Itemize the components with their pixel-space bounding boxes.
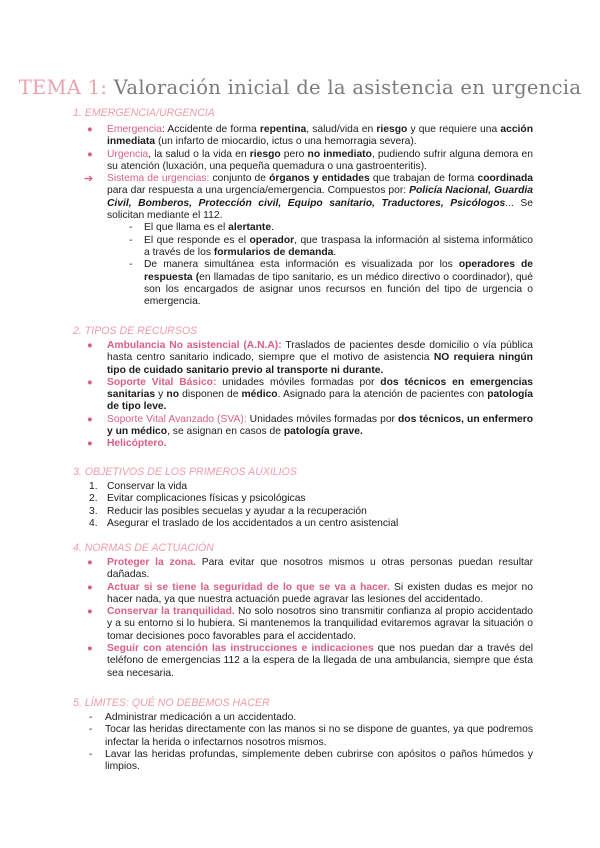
term-emergencia: Emergencia <box>107 124 162 135</box>
text: que trabajan de forma <box>369 173 478 185</box>
term-sva: Soporte Vital Avanzado (SVA): <box>107 413 247 425</box>
list-item-proteger <box>73 557 533 582</box>
bullet-icon: ● <box>87 124 93 135</box>
sub-item-operador <box>129 235 533 260</box>
term-ana: Ambulancia No asistencial (A.N.A): <box>107 340 282 351</box>
bullet-icon: ● <box>87 413 93 425</box>
text: , que traspasa la información al sistema informático a través de los <box>144 234 533 258</box>
list-item-sva <box>73 414 533 439</box>
bold-text: formularios de demanda <box>213 246 334 258</box>
bullet-icon: ● <box>87 340 93 351</box>
text: pero <box>280 148 308 160</box>
bold-text: riesgo <box>376 124 408 135</box>
list-item-svb <box>73 377 533 414</box>
list-item-sistema-urgencias <box>73 173 533 222</box>
item-text: Tocar las heridas directamente con las manos si no se dispone de guantes, ya que podremos infectar la herida o infectarnos nosotros mismos. <box>105 724 533 748</box>
term-instrucciones: Seguir con atención las instrucciones e indicaciones <box>107 643 374 655</box>
bullet-icon: ● <box>87 148 93 160</box>
title-number: TEMA 1: <box>18 76 108 99</box>
bold-text: patología de tipo leve. <box>107 389 533 413</box>
bold-text: repentina <box>259 124 307 135</box>
section-heading: 3. OBJETIVOS DE LOS PRIMEROS AUXILIOS <box>73 466 297 478</box>
bold-text: no <box>166 389 180 401</box>
text: conjunto de <box>209 173 270 185</box>
section-tipos-recursos <box>73 324 533 451</box>
section-heading: 1. EMERGENCIA/URGENCIA <box>73 107 215 119</box>
bullet-icon: ● <box>87 376 93 388</box>
bold-text: patología grave. <box>283 426 363 438</box>
text: , la salud o la vida en <box>148 148 250 160</box>
text: El que responde es el <box>144 234 250 246</box>
text: El que llama es el <box>144 222 229 234</box>
item-text: Asegurar el traslado de los accidentados a un centro asistencial <box>107 517 399 529</box>
bullet-icon: ● <box>87 581 93 593</box>
text: para dar respuesta a una urgencia/emergencia. Compuestos por: <box>107 185 410 197</box>
bold-text: coordinada <box>477 173 533 185</box>
dash-marker: - <box>89 748 93 760</box>
text: , pudiendo sufrir alguna demora en su atención (luxación, una pequeña quemadura o una gastroenteritis). <box>107 148 533 172</box>
item-text: Reducir las posibles secuelas y ayudar a la recuperación <box>107 505 367 517</box>
text: y que requiere una <box>407 124 501 135</box>
title-text: Valoración inicial de la asistencia en urgencia <box>113 76 582 99</box>
list-item-actuar <box>73 582 533 607</box>
bold-text: dos técnicos en emergencias sanitarias <box>107 376 533 401</box>
section-heading: 4. NORMAS DE ACTUACIÓN <box>73 542 214 554</box>
list-item <box>89 724 533 749</box>
section-heading: 5. LÍMITES: QUÉ NO DEBEMOS HACER <box>73 697 270 709</box>
text: Traslados de pacientes desde domicilio o vía pública hasta centro sanitario indicado, siempre que el motivo de asistencia <box>107 340 533 364</box>
text: y <box>155 389 167 401</box>
bold-text: órganos y entidades <box>269 173 370 185</box>
item-text: Evitar complicaciones físicas y psicológicas <box>107 493 306 505</box>
item-number: 1. <box>89 481 98 492</box>
list-item <box>73 481 533 493</box>
bold-text: NO requiera ningún tipo de cuidado sanitario previo al transporte ni durante. <box>107 352 533 376</box>
term-sistema: Sistema de urgencias: <box>107 173 210 185</box>
text: . Asignado para la atención de pacientes con <box>277 389 488 401</box>
list-item <box>73 518 533 530</box>
bold-text: dos técnicos, un enfermero y un médico <box>107 413 533 438</box>
term-actuar: Actuar si se tiene la seguridad de lo que se va a hacer. <box>107 581 390 593</box>
bold-text: no inmediato <box>307 148 372 160</box>
text: . <box>271 222 274 234</box>
text: disponen de <box>179 389 242 401</box>
text: De manera simultánea esta información es visualizada por los <box>144 259 459 271</box>
list-item-tranquilidad <box>73 606 533 643</box>
term-tranquilidad: Conservar la tranquilidad. <box>107 606 235 618</box>
bold-text: riesgo <box>249 148 281 160</box>
bullet-icon: ● <box>87 557 93 568</box>
item-number: 2. <box>89 493 98 505</box>
text: que nos puedan dar a través del teléfono de emergencias 112 a la espera de la llegada de una ambulancia, siempre que ésta sea necesaria. <box>107 643 533 679</box>
item-number: 4. <box>89 517 98 529</box>
term-proteger: Proteger la zona. <box>107 557 196 568</box>
bullet-icon: ● <box>87 606 93 618</box>
text: Si existen dudas es mejor no hacer nada, ya que nuestra actuación puede agravar las lesiones del accidentado. <box>107 581 533 605</box>
text: (un infarto de miocardio, ictus o una hemorragia severa). <box>155 136 417 148</box>
bold-italic-text: Policía Nacional, Guardia Civil, Bomberos, Protección civil, Equipo sanitario, Traductores, Psicólogos <box>107 185 533 209</box>
dash-marker: - <box>89 724 93 736</box>
bold-text: operador <box>249 234 295 246</box>
item-text: Conservar la vida <box>107 481 188 492</box>
list-item-helicoptero <box>73 438 533 450</box>
list-item-urgencia <box>73 149 533 174</box>
sub-item-operadores-respuesta <box>129 259 533 308</box>
list-item-emergencia <box>73 124 533 149</box>
list-item <box>89 749 533 774</box>
text: No solo nosotros sino transmitir confianza al propio accidentado y a su entorno si lo hubiera. Si mantenemos la tranquilidad evitaremos agravar la situación o tomar decisiones poco favorables para el accidentado. <box>107 606 533 642</box>
bold-text: alertante <box>228 222 272 234</box>
bold-text: operadores de respuesta ( <box>144 259 533 283</box>
text: , salud/vida en <box>306 124 377 135</box>
list-item-instrucciones <box>73 643 533 680</box>
sub-item-alertante <box>129 222 533 234</box>
section-normas-actuacion <box>73 541 533 680</box>
section-objetivos <box>73 465 533 530</box>
list-item <box>89 712 533 724</box>
dash-marker: - <box>89 712 93 723</box>
bullet-icon: ● <box>87 643 93 655</box>
dash-marker: - <box>129 222 133 234</box>
item-text: Administrar medicación a un accidentado. <box>105 712 297 723</box>
text: ... Se solicitan mediante el 112. <box>107 197 533 222</box>
section-heading: 2. TIPOS DE RECURSOS <box>73 325 198 337</box>
list-item-ana <box>73 340 533 377</box>
term-helicoptero: Helicóptero. <box>107 438 167 450</box>
text: : Accidente de forma <box>161 124 260 135</box>
bold-text: médico <box>241 389 278 401</box>
section-limites <box>73 696 533 773</box>
text: . <box>333 246 337 258</box>
term-svb: Soporte Vital Básico: <box>107 376 217 388</box>
text: Para evitar que nosotros mismos u otras personas puedan resultar dañadas. <box>107 557 533 581</box>
list-item <box>73 506 533 518</box>
bold-text: acción inmediata <box>107 124 533 148</box>
text: , se asignan en casos de <box>167 426 284 438</box>
dash-marker: - <box>129 259 133 271</box>
item-text: Lavar las heridas profundas, simplemente deben cubrirse con apósitos o paños húmedos y limpios. <box>105 748 533 773</box>
page-title <box>0 76 600 99</box>
dash-marker: - <box>129 234 133 246</box>
term-urgencia: Urgencia <box>107 148 149 160</box>
text: en llamadas de tipo sanitario, es un médico directivo o coordinador), qué son los encargados de asignar unos recursos en función del tipo de urgencia o emergencia. <box>144 271 533 308</box>
list-item <box>73 493 533 505</box>
arrow-right-icon: ➔ <box>84 173 94 186</box>
bullet-icon: ● <box>87 438 93 450</box>
section-emergencia-urgencia <box>73 106 533 308</box>
item-number: 3. <box>89 505 98 517</box>
text: unidades móviles formadas por <box>216 376 381 388</box>
text: Unidades móviles formadas por <box>246 413 399 425</box>
